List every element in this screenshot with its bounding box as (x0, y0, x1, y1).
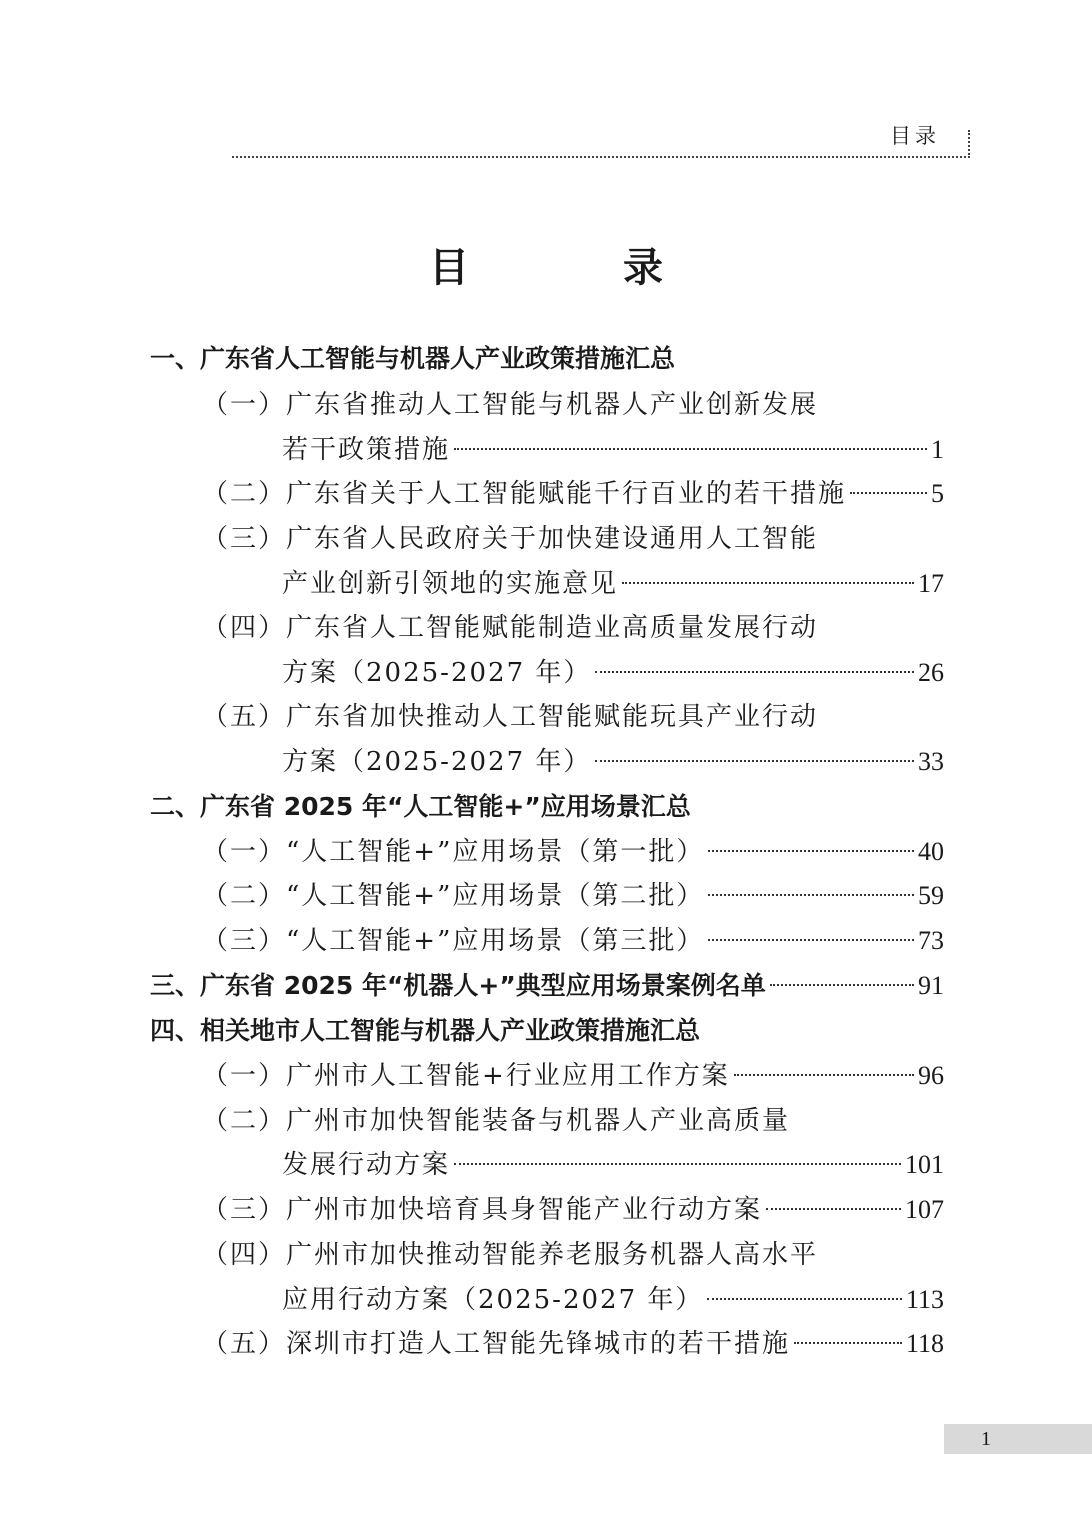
toc-item-label: 应用行动方案（2025-2027 年） (282, 1285, 704, 1315)
toc-page-number: 33 (918, 747, 944, 776)
dot-leader (595, 760, 914, 762)
dot-leader (708, 939, 914, 941)
toc-item-continuation[interactable] (282, 433, 944, 467)
toc-page-number: 26 (918, 658, 944, 687)
toc-item-label: （三）广州市加快培育具身智能产业行动方案 (202, 1195, 763, 1225)
toc-item-label: （一）广州市人工智能+行业应用工作方案 (202, 1061, 730, 1091)
dot-leader (770, 984, 914, 986)
toc-item[interactable] (202, 1104, 944, 1138)
dot-leader (622, 582, 914, 584)
toc-section-heading[interactable] (150, 790, 944, 824)
dot-leader (734, 1074, 914, 1076)
dot-leader (454, 1163, 901, 1165)
dot-leader (766, 1208, 901, 1210)
toc-section-heading[interactable] (150, 1014, 944, 1048)
toc-item[interactable] (202, 1059, 944, 1093)
toc-section-label: 二、广东省 2025 年“人工智能+”应用场景汇总 (150, 792, 691, 821)
toc-item-continuation[interactable] (282, 1283, 944, 1317)
toc-page-number: 17 (918, 569, 944, 598)
dot-leader (595, 671, 914, 673)
toc-item-label: 产业创新引领地的实施意见 (282, 569, 619, 599)
toc-item-label: （三）“人工智能+”应用场景（第三批） (202, 926, 705, 956)
page-number: 1 (981, 1428, 991, 1450)
toc-section-label: 四、相关地市人工智能与机器人产业政策措施汇总 (150, 1016, 701, 1045)
dot-leader (454, 448, 927, 450)
toc-page-number: 113 (905, 1285, 944, 1314)
toc-section-label: 三、广东省 2025 年“机器人+”典型应用场景案例名单 (150, 971, 766, 1000)
page-title: 目 录 (429, 244, 733, 291)
toc-item-label: （三）广东省人民政府关于加快建设通用人工智能 (202, 524, 819, 554)
toc-item[interactable] (202, 1327, 944, 1361)
toc-item-label: 方案（2025-2027 年） (282, 658, 592, 688)
toc-item-continuation[interactable] (282, 745, 944, 779)
toc-item[interactable] (202, 1238, 944, 1272)
toc-page-number: 118 (905, 1329, 944, 1358)
toc-item-label: （四）广州市加快推动智能养老服务机器人高水平 (202, 1240, 819, 1270)
toc-item-continuation[interactable] (282, 656, 944, 690)
toc-page-number: 101 (905, 1150, 944, 1179)
toc-item-label: （一）“人工智能+”应用场景（第一批） (202, 837, 705, 867)
toc-page-number: 1 (931, 435, 944, 464)
toc-item[interactable] (202, 700, 944, 734)
toc-item-label: （四）广东省人工智能赋能制造业高质量发展行动 (202, 613, 819, 643)
toc-item-label: 方案（2025-2027 年） (282, 747, 592, 777)
dot-leader (707, 1298, 902, 1300)
dot-leader (850, 492, 927, 494)
toc-item[interactable] (202, 835, 944, 869)
toc-item-label: （五）广东省加快推动人工智能赋能玩具产业行动 (202, 702, 819, 732)
dot-leader (708, 850, 914, 852)
toc-item-label: （二）广东省关于人工智能赋能千行百业的若干措施 (202, 479, 847, 509)
dot-leader (708, 894, 914, 896)
toc-page-number: 91 (918, 971, 944, 1000)
toc-section-heading[interactable] (150, 342, 944, 376)
toc-page-number: 5 (931, 479, 944, 508)
toc-item[interactable] (202, 879, 944, 913)
toc-item[interactable] (202, 388, 944, 422)
toc-item[interactable] (202, 611, 944, 645)
toc-item-label: （二）“人工智能+”应用场景（第二批） (202, 881, 705, 911)
toc-item-label: （五）深圳市打造人工智能先锋城市的若干措施 (202, 1329, 791, 1359)
toc-item-label: 发展行动方案 (282, 1150, 451, 1180)
dot-leader (794, 1342, 902, 1344)
toc-section-label: 一、广东省人工智能与机器人产业政策措施汇总 (150, 344, 676, 373)
toc-page-number: 40 (918, 837, 944, 866)
toc-page-number: 73 (918, 926, 944, 955)
toc-page-number: 59 (918, 881, 944, 910)
toc-item[interactable] (202, 1193, 944, 1227)
toc-item[interactable] (202, 522, 944, 556)
toc-item-label: （二）广州市加快智能装备与机器人产业高质量 (202, 1106, 791, 1136)
toc-section-heading[interactable] (150, 969, 944, 1003)
toc-item-label: （一）广东省推动人工智能与机器人产业创新发展 (202, 390, 819, 420)
toc-item-continuation[interactable] (282, 1148, 944, 1182)
toc-page-number: 96 (918, 1061, 944, 1090)
toc-item-label: 若干政策措施 (282, 435, 451, 465)
toc-page-number: 107 (905, 1195, 944, 1224)
running-head-text: 目录 (890, 124, 940, 148)
toc-item[interactable] (202, 924, 944, 958)
toc-item-continuation[interactable] (282, 567, 944, 601)
toc-item[interactable] (202, 477, 944, 511)
